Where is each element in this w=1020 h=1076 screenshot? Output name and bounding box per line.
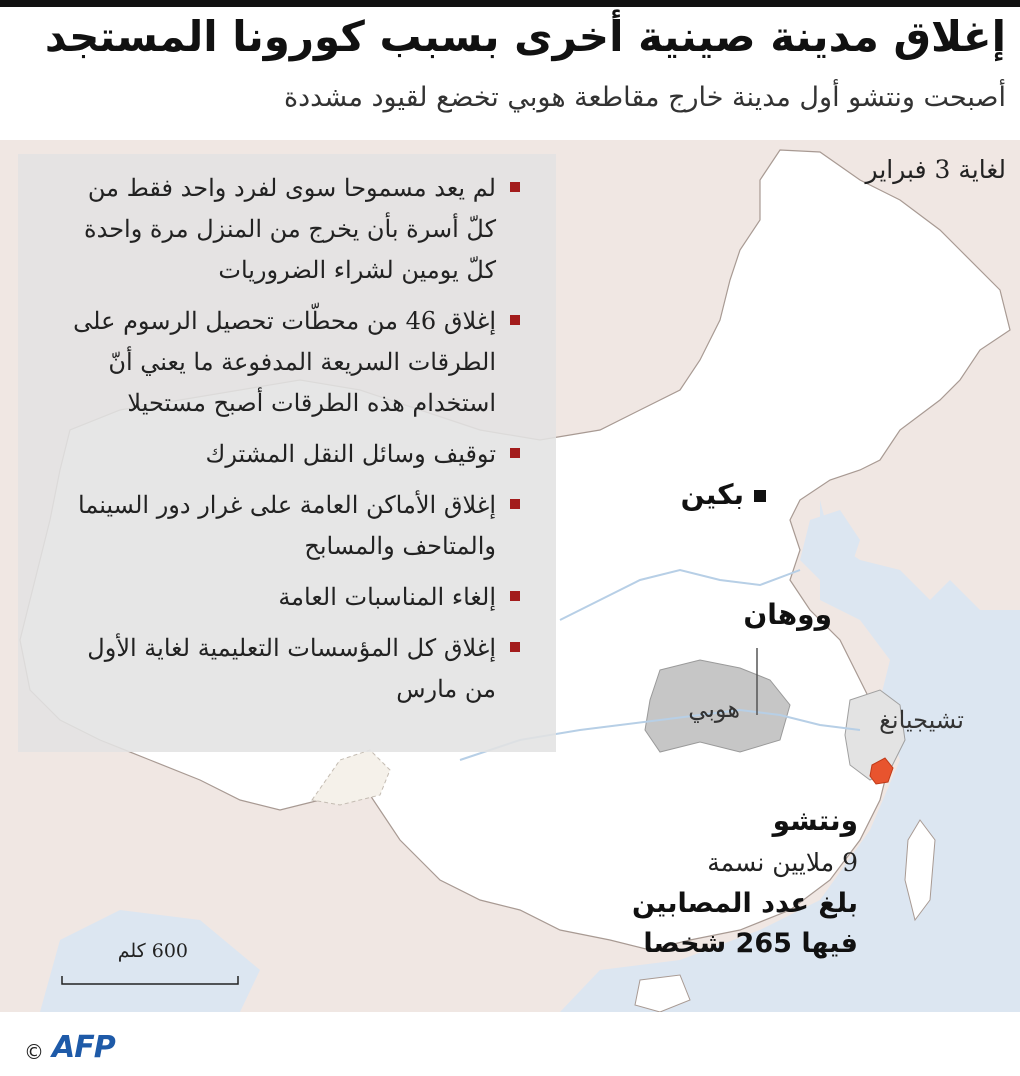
- measure-text: إغلاق الأماكن العامة على غرار دور السينما والمتاحف والمسابح: [78, 491, 496, 560]
- measure-text: إلغاء المناسبات العامة: [278, 583, 496, 611]
- bullet-icon: [510, 642, 520, 652]
- measure-item: [54, 301, 520, 424]
- page-subtitle: أصبحت ونتشو أول مدينة خارج مقاطعة هوبي تخضع لقيود مشددة: [284, 82, 1006, 113]
- measure-item: [54, 628, 520, 710]
- measure-item: [54, 485, 520, 567]
- afp-logo: AFP: [52, 1030, 115, 1065]
- measure-text: إغلاق 46 من محطّات تحصيل الرسوم على الطرقات السريعة المدفوعة ما يعني أنّ استخدام هذه الطرقات أصبح مستحيلا: [73, 307, 496, 417]
- measures-list: [54, 168, 520, 720]
- beijing-label: بكين: [680, 478, 744, 511]
- wenzhou-population: 9 ملايين نسمة: [707, 848, 858, 877]
- wenzhou-cases-line1: بلغ عدد المصابين: [632, 888, 858, 919]
- copyright-symbol: ©: [24, 1040, 44, 1064]
- bullet-icon: [510, 591, 520, 601]
- scale-label: 600 كلم: [117, 940, 188, 962]
- measure-text: لم يعد مسموحا سوى لفرد واحد فقط من كلّ أسرة بأن يخرج من المنزل مرة واحدة كلّ يومين لشراء الضروريات: [84, 174, 496, 284]
- zhejiang-label: تشيجيانغ: [879, 706, 964, 734]
- wuhan-label: ووهان: [743, 598, 832, 631]
- measure-item: [54, 577, 520, 618]
- measure-item: [54, 168, 520, 291]
- beijing-marker: [754, 490, 766, 502]
- measure-text: توقيف وسائل النقل المشترك: [205, 440, 496, 468]
- bullet-icon: [510, 315, 520, 325]
- measure-text: إغلاق كل المؤسسات التعليمية لغاية الأول من مارس: [87, 634, 496, 703]
- hubei-label: هوبي: [688, 695, 740, 723]
- bullet-icon: [510, 448, 520, 458]
- bullet-icon: [510, 182, 520, 192]
- wenzhou-label: ونتشو: [772, 804, 858, 837]
- measure-item: [54, 434, 520, 475]
- top-rule: [0, 0, 1020, 7]
- date-label: لغاية 3 فبراير: [865, 155, 1006, 184]
- bullet-icon: [510, 499, 520, 509]
- page-title: إغلاق مدينة صينية أخرى بسبب كورونا المستجد: [44, 12, 1006, 61]
- wenzhou-cases-line2: فيها 265 شخصا: [643, 928, 858, 959]
